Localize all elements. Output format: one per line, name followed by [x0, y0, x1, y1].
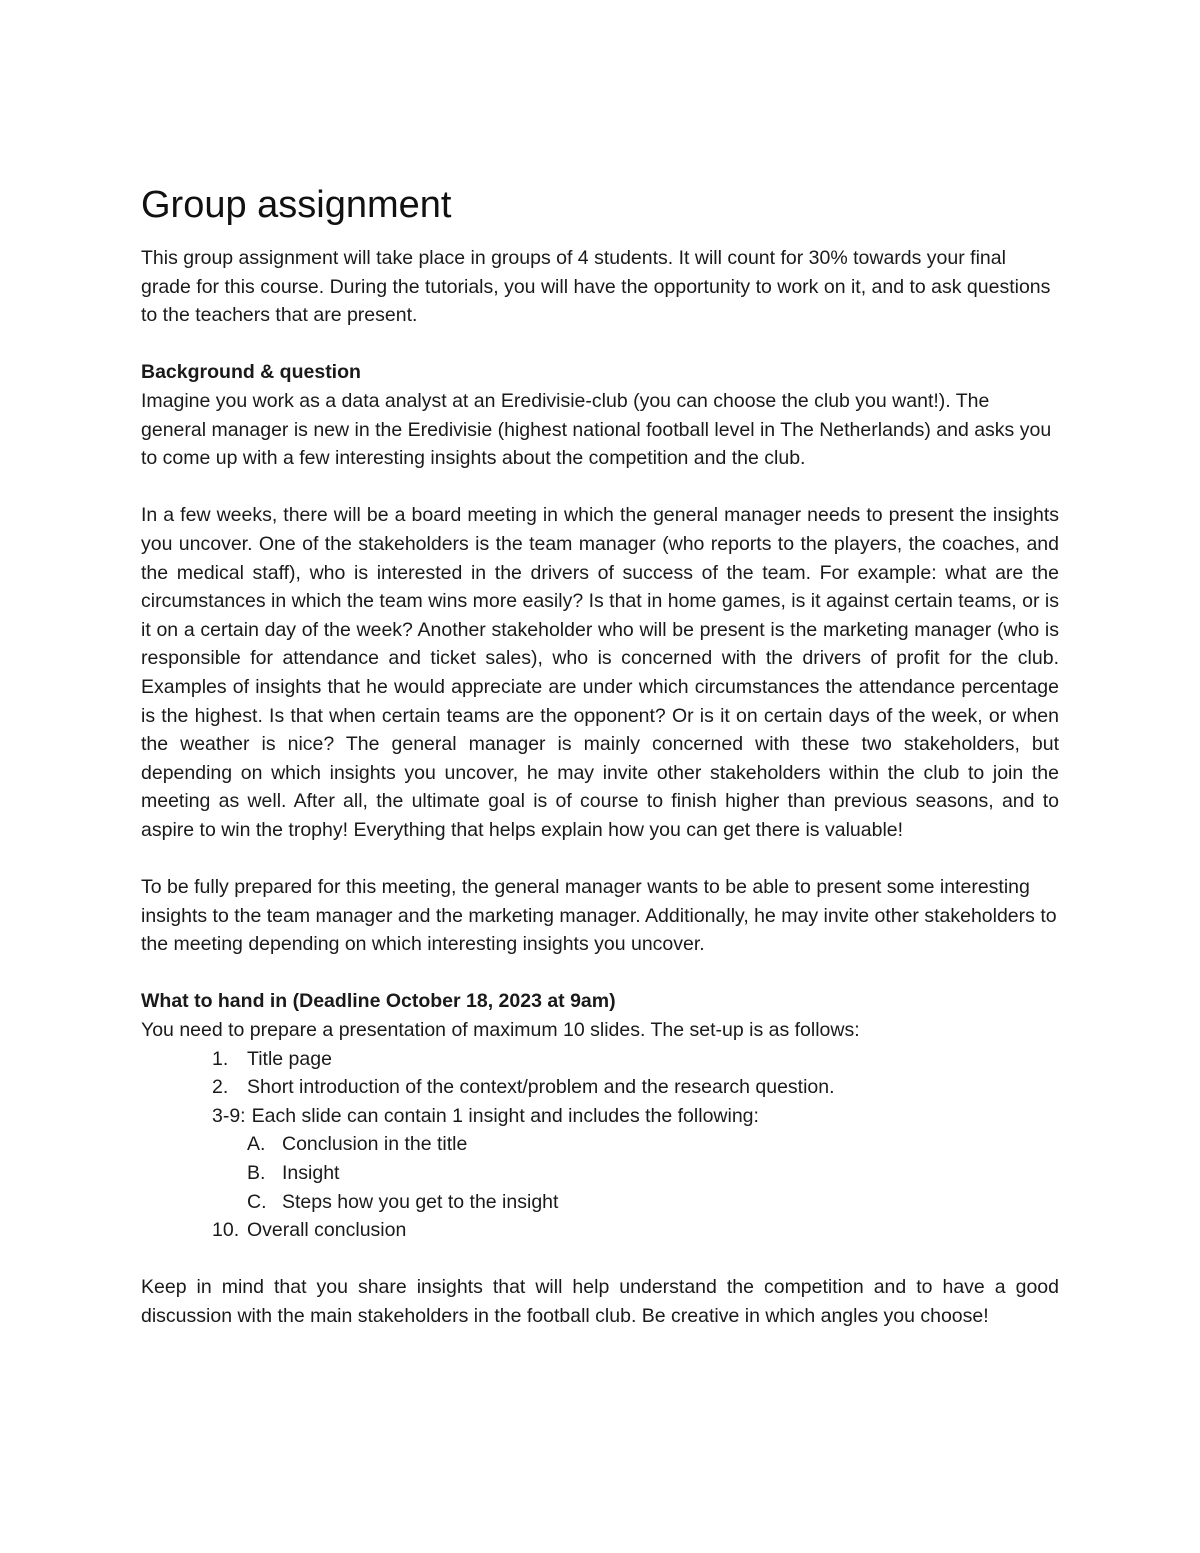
spacer [141, 330, 1059, 359]
spacer [141, 844, 1059, 873]
spacer [141, 959, 1059, 988]
sub-list-marker: A. [247, 1133, 266, 1156]
document-title: Group assignment [141, 184, 452, 226]
sub-list-item-text: Steps how you get to the insight [282, 1190, 559, 1213]
sub-list-item-text: Conclusion in the title [282, 1133, 468, 1156]
list-marker: 1. [212, 1047, 229, 1070]
slide-setup-list [141, 1045, 1059, 1245]
spacer [141, 1245, 1059, 1274]
list-item-text: Short introduction of the context/problem and the research question. [247, 1076, 835, 1099]
background-paragraph-2: In a few weeks, there will be a board meeting in which the general manager needs to present the insights you uncover. One of the stakeholders is the team manager (who reports to the players, the coaches, and the medical staff), who is interested in the drivers of success of the team. For example: what are the circumstances in which the team wins more easily? Is that in home games, is it against certain teams, or is it on a certain day of the week? Another stakeholder who will be present is the marketing manager (who is responsible for attendance and ticket sales), who is concerned with the drivers of profit for the club. Examples of insights that he would appreciate are under which circumstances the attendance percentage is the highest. Is that when certain teams are the opponent? Or is it on certain days of the week, or when the weather is nice? The general manager is mainly concerned with these two stakeholders, but depending on which insights you uncover, he may invite other stakeholders within the club to join the meeting as well. After all, the ultimate goal is of course to finish higher than previous seasons, and to aspire to win the trophy! Everything that helps explain how you can get there is valuable! [141, 504, 1059, 841]
document-page [141, 180, 1059, 1331]
list-item [141, 1216, 1059, 1245]
list-item-text: Each slide can contain 1 insight and includes the following: [251, 1104, 759, 1127]
spacer [141, 473, 1059, 502]
list-item [141, 1045, 1059, 1074]
handin-intro: You need to prepare a presentation of maximum 10 slides. The set-up is as follows: [141, 1019, 860, 1042]
list-marker: 10. [212, 1219, 240, 1242]
intro-paragraph: This group assignment will take place in groups of 4 students. It will count for 30% towards your final grade for this course. During the tutorials, you will have the opportunity to work on it, and to ask questions to the teachers that are present. [141, 247, 1051, 327]
list-item [141, 1073, 1059, 1102]
list-marker: 2. [212, 1076, 229, 1099]
list-item [141, 1102, 1059, 1131]
background-paragraph-1: Imagine you work as a data analyst at an Eredivisie-club (you can choose the club you want!). The general manager is new in the Eredivisie (highest national football level in The Netherlands) and asks you to come up with a few interesting insights about the competition and the club. [141, 389, 1052, 470]
handin-heading: What to hand in (Deadline October 18, 2023 at 9am) [141, 990, 616, 1013]
list-item-text: Title page [247, 1047, 332, 1070]
background-paragraph-3: To be fully prepared for this meeting, the general manager wants to be able to present some interesting insights to the team manager and the marketing manager. Additionally, he may invite other stakeholders to the meeting depending on which interesting insights you uncover. [141, 876, 1057, 956]
sub-list-item-text: Insight [282, 1162, 340, 1184]
list-item-text: Overall conclusion [247, 1219, 407, 1242]
list-marker: 3-9: [212, 1104, 246, 1127]
sub-list-marker: C. [247, 1190, 267, 1213]
sub-list-item [141, 1159, 1059, 1188]
sub-list-marker: B. [247, 1162, 266, 1184]
sub-list-item [141, 1188, 1059, 1217]
sub-list-item [141, 1130, 1059, 1159]
closing-paragraph: Keep in mind that you share insights that will help understand the competition and to have a good discussion with the main stakeholders in the football club. Be creative in which angles you choose! [141, 1276, 1059, 1327]
background-heading: Background & question [141, 361, 361, 384]
